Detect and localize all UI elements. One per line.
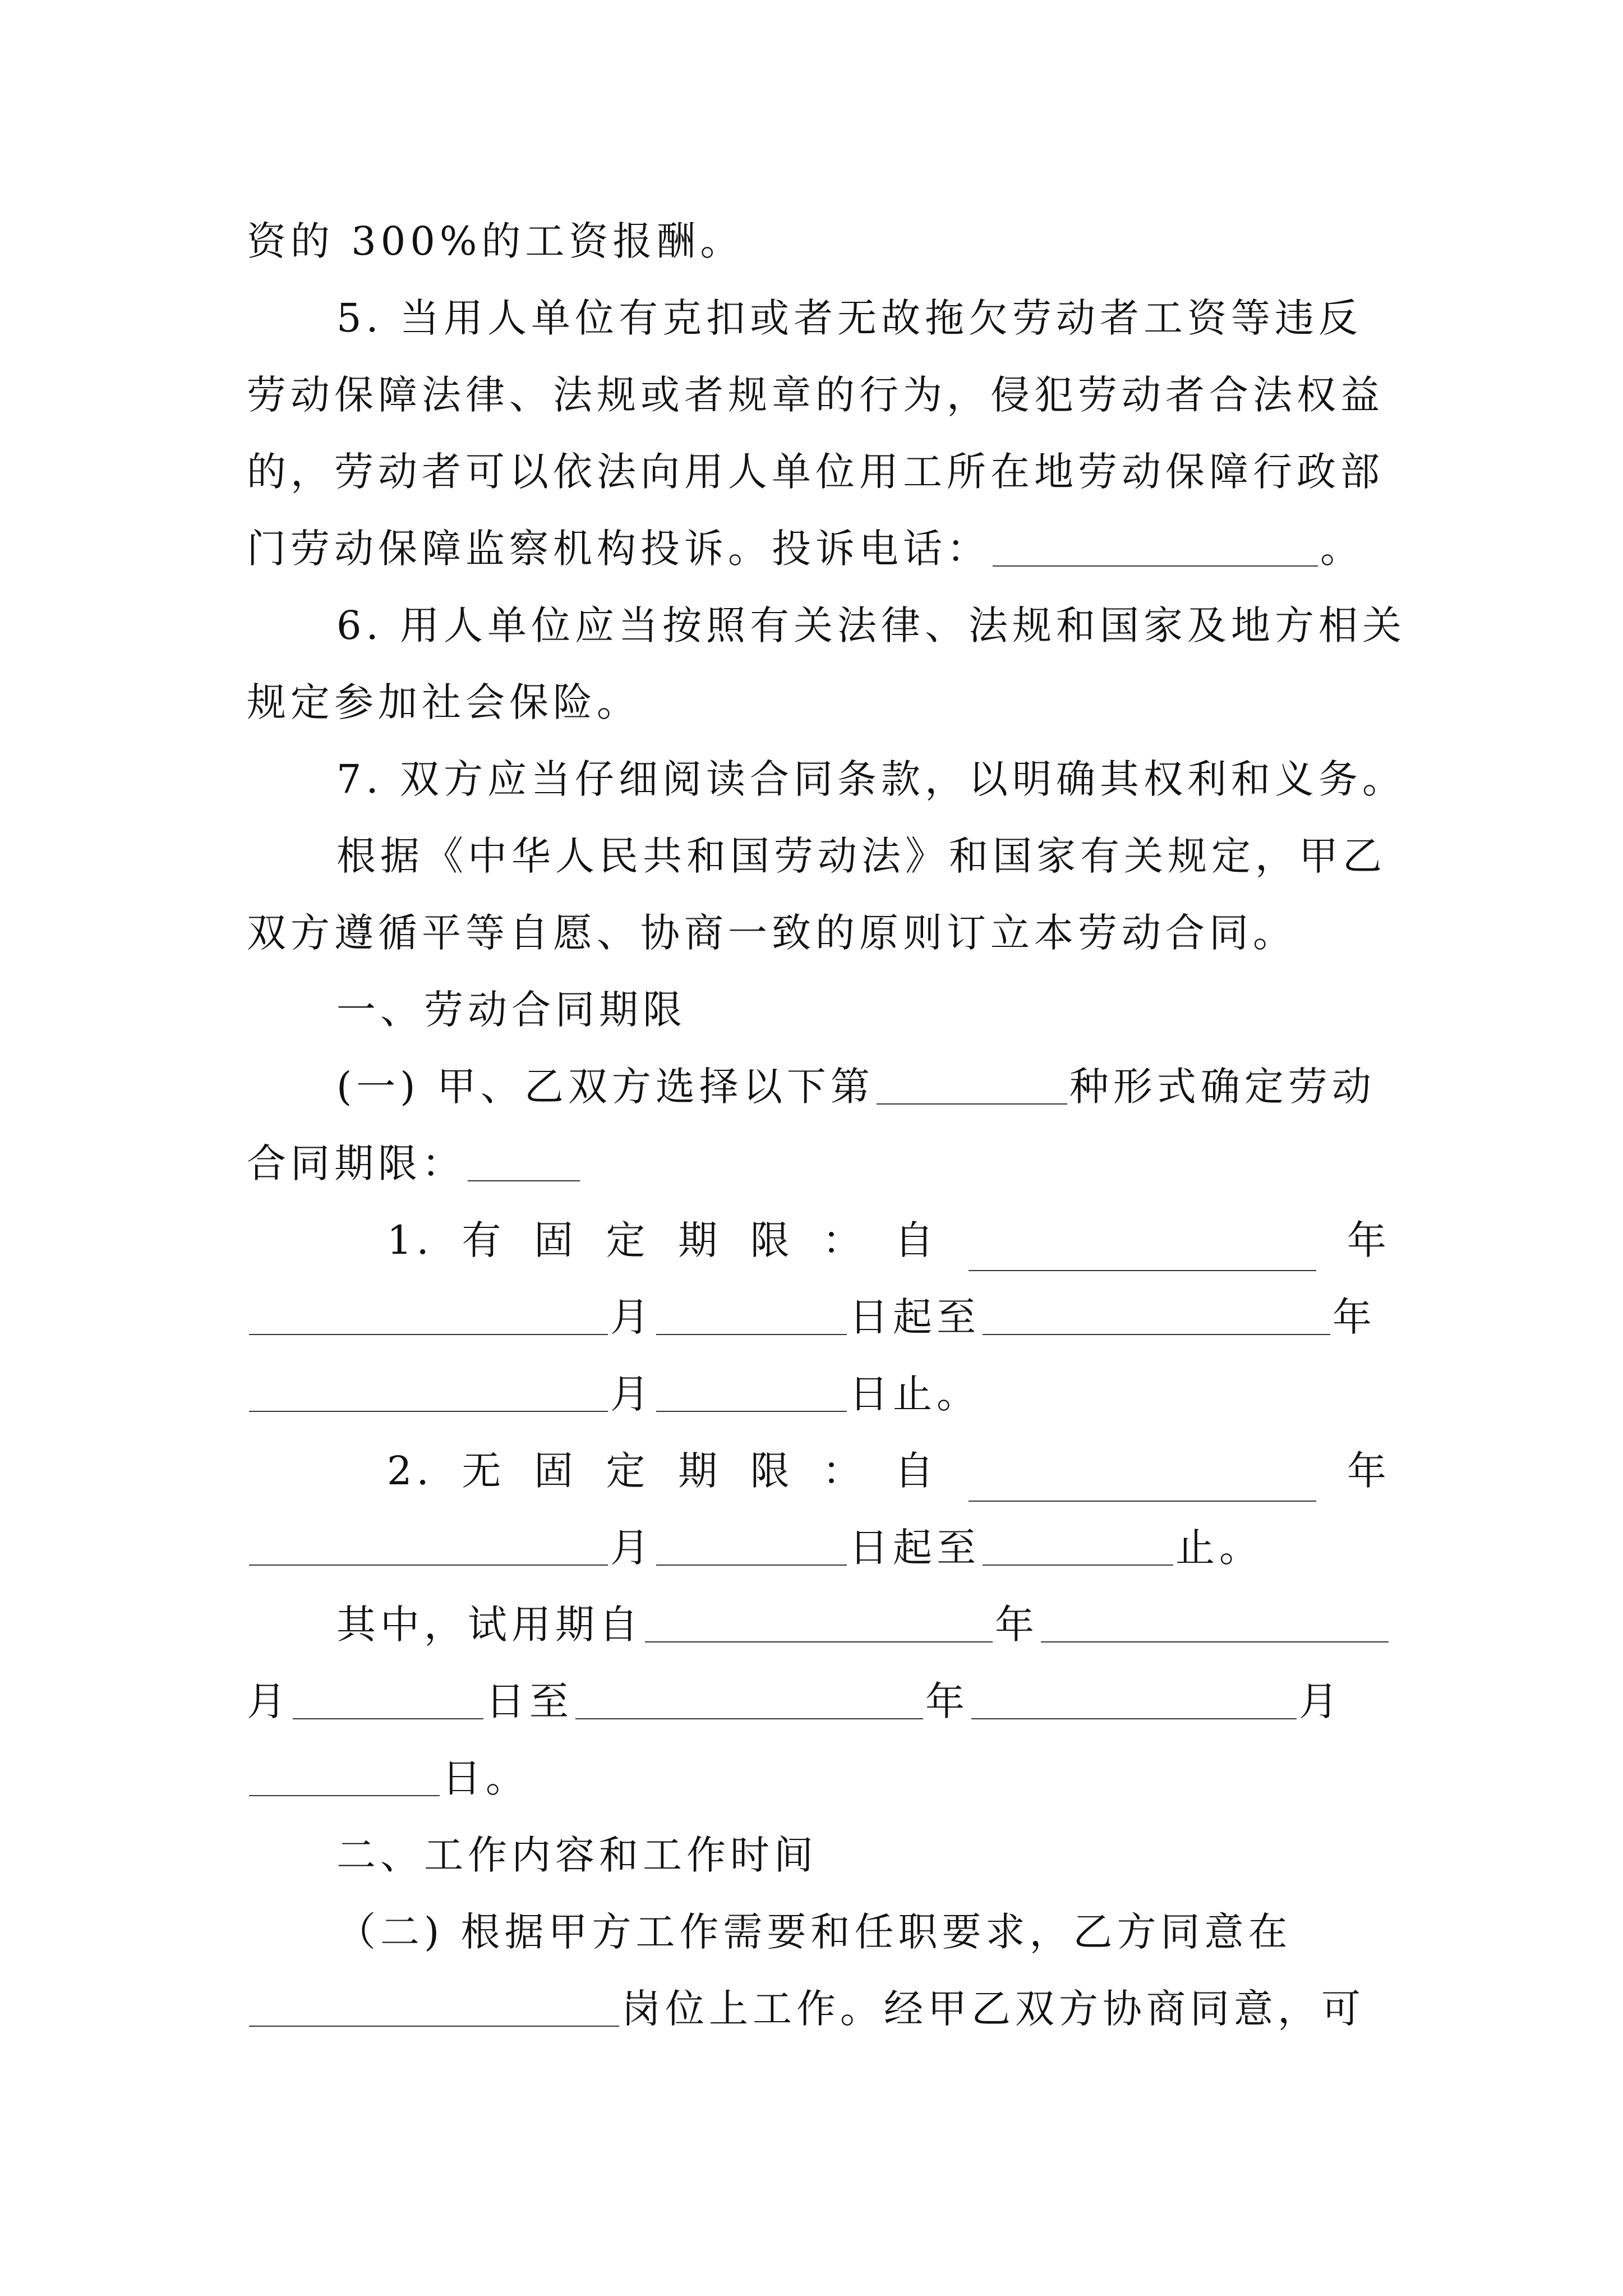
line-text: 日起至 (849, 1525, 980, 1571)
text-line (247, 1517, 1391, 1579)
day-blank[interactable] (656, 1294, 847, 1335)
line-text: 二、工作内容和工作时间 (336, 1832, 818, 1878)
text-line (247, 1978, 1391, 2040)
line-char: 无 (462, 1448, 506, 1494)
line-text: 年 (1332, 1294, 1376, 1340)
text-line (247, 1747, 1391, 1809)
line-text: 合同期限： (247, 1140, 465, 1186)
month-blank[interactable] (249, 1294, 608, 1335)
day-blank[interactable] (656, 1524, 847, 1566)
line-char: 期 (678, 1448, 722, 1494)
section-heading (336, 979, 1391, 1041)
line-text: 一、劳动合同期限 (336, 987, 686, 1033)
text-line (387, 1209, 1391, 1271)
text-line (336, 748, 1407, 810)
line-text: 日起至 (849, 1294, 980, 1340)
year-blank[interactable] (983, 1294, 1330, 1335)
line-char: ： (822, 1217, 866, 1263)
line-text: 劳动保障法律、法规或者规章的行为，侵犯劳动者合法权益 (247, 372, 1384, 418)
line-char: 年 (1347, 1448, 1391, 1494)
line-char: 定 (606, 1448, 650, 1494)
line-text: 月 (610, 1525, 654, 1571)
text-line (247, 518, 1391, 579)
line-text: 规定参加社会保险。 (247, 679, 640, 725)
day-blank[interactable] (656, 1370, 847, 1412)
line-text: 根据《中华人民共和国劳动法》和国家有关规定，甲乙 (336, 833, 1386, 879)
line-text: 6. 用人单位应当按照有关法律、法规和国家及地方相关 (336, 602, 1407, 648)
line-char: 限 (750, 1448, 794, 1494)
line-text: 门劳动保障监察机构投诉。投诉电话： (247, 526, 990, 572)
line-char: 自 (894, 1448, 938, 1494)
line-text: 日止。 (849, 1371, 980, 1417)
text-line (247, 441, 1391, 503)
text-line (336, 1056, 1391, 1117)
line-text: 。 (1320, 526, 1364, 572)
end-blank[interactable] (983, 1524, 1173, 1566)
month-blank[interactable] (1041, 1601, 1389, 1642)
line-text: 年 (925, 1678, 969, 1724)
line-text: 5. 当用人单位有克扣或者无故拖欠劳动者工资等违反 (336, 295, 1363, 341)
text-line (247, 1671, 1391, 1732)
month-blank[interactable] (971, 1678, 1297, 1719)
line-char: 自 (894, 1217, 938, 1263)
day-blank[interactable] (249, 1755, 440, 1796)
text-line (247, 671, 1391, 733)
line-text: 日。 (442, 1755, 529, 1801)
text-line (247, 1363, 1391, 1425)
line-text: 其中，试用期自 (336, 1602, 643, 1648)
text-line (247, 364, 1391, 426)
line-text: （二) 根据甲方工作需要和任职要求，乙方同意在 (336, 1909, 1292, 1955)
text-line (336, 595, 1407, 656)
text-line (336, 1594, 1391, 1655)
text-line (336, 825, 1391, 887)
text-line (247, 1133, 1391, 1194)
month-blank[interactable] (249, 1524, 608, 1566)
text-line (387, 1440, 1391, 1502)
phone-blank[interactable] (993, 525, 1318, 567)
day-blank[interactable] (293, 1678, 483, 1719)
line-char: 固 (533, 1217, 578, 1263)
position-blank[interactable] (249, 1985, 619, 2027)
text-line (336, 287, 1391, 349)
line-text: 月 (1299, 1678, 1343, 1724)
year-blank[interactable] (969, 1460, 1316, 1502)
line-char: 固 (533, 1448, 578, 1494)
term-blank[interactable] (468, 1140, 580, 1181)
section-heading (336, 1824, 1391, 1886)
year-blank[interactable] (645, 1601, 993, 1642)
line-char: 1. (387, 1217, 434, 1263)
line-char: 定 (606, 1217, 650, 1263)
month-blank[interactable] (249, 1370, 608, 1412)
line-text: 日至 (486, 1678, 573, 1724)
text-line (247, 210, 1391, 272)
text-line (247, 1286, 1391, 1348)
line-text: 年 (995, 1602, 1039, 1648)
line-text: 止。 (1175, 1525, 1263, 1571)
line-text: 种形式确定劳动 (1069, 1064, 1376, 1110)
line-text: 7. 双方应当仔细阅读合同条款，以明确其权利和义务。 (336, 756, 1407, 802)
line-char: 2. (387, 1448, 434, 1494)
line-text: 月 (610, 1294, 654, 1340)
year-blank[interactable] (969, 1230, 1316, 1271)
line-text: (一) 甲、乙双方选择以下第 (336, 1064, 874, 1110)
line-char: ： (822, 1448, 866, 1494)
text-line (247, 902, 1391, 964)
line-char: 年 (1347, 1217, 1391, 1263)
year-blank[interactable] (575, 1678, 923, 1719)
line-text: 月 (610, 1371, 654, 1417)
line-char: 期 (678, 1217, 722, 1263)
line-text: 的，劳动者可以依法向用人单位用工所在地劳动保障行政部 (247, 449, 1384, 495)
line-char: 限 (750, 1217, 794, 1263)
line-text: 岗位上工作。经甲乙双方协商同意，可 (621, 1986, 1365, 2032)
line-text: 月 (247, 1678, 291, 1724)
line-text: 双方遵循平等自愿、协商一致的原则订立本劳动合同。 (247, 910, 1297, 956)
line-text: 资的 300%的工资报酬。 (247, 218, 744, 264)
form-choice-blank[interactable] (877, 1063, 1067, 1105)
text-line (336, 1901, 1391, 1963)
line-char: 有 (462, 1217, 506, 1263)
